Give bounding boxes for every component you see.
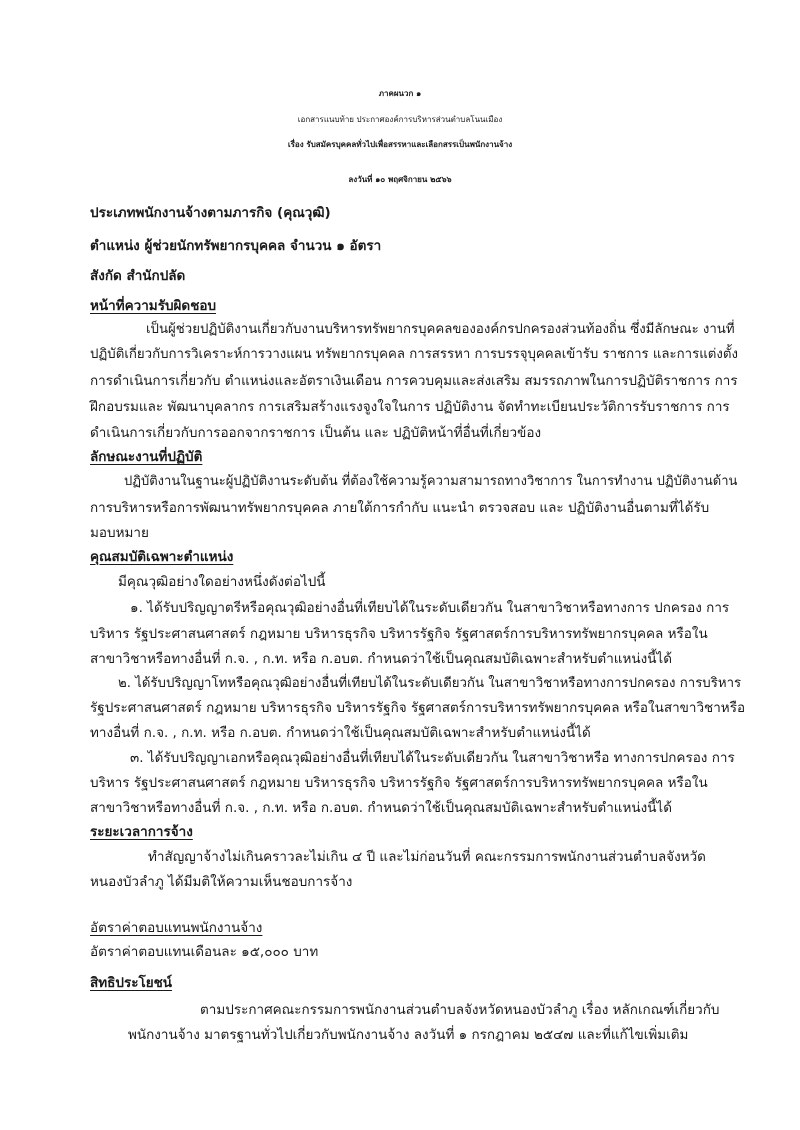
qualifications-intro: มีคุณวุฒิอย่างใดอย่างหนึ่งดังต่อไปนี้ bbox=[118, 574, 326, 590]
qualification-line: ๓. ได้รับปริญญาเอกหรือคุณวุฒิอย่างอื่นที่เทียบได้ในระดับเดียวกัน ในสาขาวิชาหรือ ทางการปกครอง การ bbox=[130, 750, 735, 766]
qualification-line: ทางอื่นที่ ก.จ. , ก.ท. หรือ ก.อบต. กำหนดว่าใช้เป็นคุณสมบัติเฉพาะสำหรับตำแหน่งนี้ได้ bbox=[90, 725, 591, 741]
duties-line: เป็นผู้ช่วยปฏิบัติงานเกี่ยวกับงานบริหารทรัพยากรบุคคลขององค์กรปกครองส่วนท้องถิ่น ซึ่งมีลักษณะ งานที่ bbox=[146, 322, 735, 337]
employee-type: ประเภทพนักงานจ้างตามภารกิจ (คุณวุฒิ) bbox=[90, 205, 331, 221]
duties-line: การดำเนินการเกี่ยวกับ ตำแหน่งและอัตราเงินเดือน การควบคุมและส่งเสริม สมรรถภาพในการปฏิบัติราชการ การ bbox=[90, 373, 738, 389]
qualification-line: ๒. ได้รับปริญญาโทหรือคุณวุฒิอย่างอื่นที่เทียบได้ในระดับเดียวกัน ในสาขาวิชาหรือทางการปกครอง การบริหาร bbox=[118, 676, 742, 691]
position-line: ตำแหน่ง ผู้ช่วยนักทรัพยากรบุคคล จำนวน ๑ อัตรา bbox=[90, 238, 382, 254]
term-line: ทำสัญญาจ้างไม่เกินคราวละไม่เกิน ๔ ปี และไม่ก่อนวันที่ คณะกรรมการพนักงานส่วนตำบลจังหวัด bbox=[148, 849, 706, 865]
term-heading: ระยะเวลาการจ้าง bbox=[90, 824, 193, 840]
attachment-line: เอกสารแนบท้าย ประกาศองค์การบริหารส่วนตำบลโนนเมือง bbox=[297, 115, 503, 124]
nature-line: มอบหมาย bbox=[90, 525, 149, 541]
nature-line: ปฏิบัติงานในฐานะผู้ปฏิบัติงานระดับต้น ที่ต้องใช้ความรู้ความสามารถทางวิชาการ ในการทำงาน ปฏิบัติงานด้าน bbox=[124, 474, 738, 489]
benefits-heading: สิทธิประโยชน์ bbox=[90, 975, 173, 991]
qualification-line: สาขาวิชาหรือทางอื่นที่ ก.จ. , ก.ท. หรือ ก.อบต. กำหนดว่าใช้เป็นคุณสมบัติเฉพาะสำหรับตำแหน่งนี้ได้ bbox=[90, 651, 672, 667]
benefits-line: ตามประกาศคณะกรรมการพนักงานส่วนตำบลจังหวัดหนองบัวลำภู เรื่อง หลักเกณฑ์เกี่ยวกับ bbox=[200, 1002, 720, 1018]
qualifications-heading: คุณสมบัติเฉพาะตำแหน่ง bbox=[90, 549, 234, 565]
subject-line: เรื่อง รับสมัครบุคคลทั่วไปเพื่อสรรหาและเลือกสรรเป็นพนักงานจ้าง bbox=[287, 140, 513, 149]
duties-line: ฝึกอบรมและ พัฒนาบุคลากร การเสริมสร้างแรงจูงใจในการ ปฏิบัติงาน จัดทำทะเบียนประวัติการรับราชการ การ bbox=[90, 399, 730, 415]
qualification-line: บริหาร รัฐประศาสนศาสตร์ กฎหมาย บริหารธุรกิจ บริหารรัฐกิจ รัฐศาสตร์การบริหารทรัพยากรบุคคล หรือใน bbox=[90, 775, 708, 791]
department-line: สังกัด สำนักปลัด bbox=[90, 268, 186, 284]
duties-line: ดำเนินการเกี่ยวกับการออกจากราชการ เป็นต้น และ ปฏิบัติหน้าที่อื่นที่เกี่ยวข้อง bbox=[90, 425, 542, 441]
nature-line: การบริหารหรือการพัฒนาทรัพยากรบุคคล ภายใต้การกำกับ แนะนำ ตรวจสอบ และ ปฏิบัติงานอื่นตามที่ได้รับ bbox=[90, 500, 710, 516]
qualification-line: บริหาร รัฐประศาสนศาสตร์ กฎหมาย บริหารธุรกิจ บริหารรัฐกิจ รัฐศาสตร์การบริหารทรัพยากรบุคคล หรือใน bbox=[90, 626, 708, 642]
pay-line: อัตราค่าตอบแทนเดือนละ ๑๕,๐๐๐ บาท bbox=[90, 944, 319, 960]
benefits-line: พนักงานจ้าง มาตรฐานทั่วไปเกี่ยวกับพนักงานจ้าง ลงวันที่ ๑ กรกฎาคม ๒๕๔๗ และที่แก้ไขเพิ่มเติม bbox=[128, 1027, 689, 1043]
qualification-line: ๑. ได้รับปริญญาตรีหรือคุณวุฒิอย่างอื่นที่เทียบได้ในระดับเดียวกัน ในสาขาวิชาหรือทางการ ปกครอง การ bbox=[130, 600, 730, 616]
date-line: ลงวันที่ ๑๐ พฤศจิกายน ๒๕๖๖ bbox=[348, 175, 452, 184]
page-title: ภาคผนวก ๑ bbox=[378, 89, 422, 98]
nature-heading: ลักษณะงานที่ปฏิบัติ bbox=[90, 449, 203, 465]
qualification-line: รัฐประศาสนศาสตร์ กฎหมาย บริหารธุรกิจ บริหารรัฐกิจ รัฐศาสตร์การบริหารทรัพยากรบุคคล หรือในสาขาวิชาหรือ bbox=[90, 700, 746, 716]
pay-heading: อัตราค่าตอบแทนพนักงานจ้าง bbox=[90, 920, 263, 936]
duties-heading: หน้าที่ความรับผิดชอบ bbox=[90, 298, 217, 314]
qualification-line: สาขาวิชาหรือทางอื่นที่ ก.จ. , ก.ท. หรือ ก.อบต. กำหนดว่าใช้เป็นคุณสมบัติเฉพาะสำหรับตำแหน่งนี้ได้ bbox=[90, 800, 672, 816]
term-line: หนองบัวลำภู ได้มีมติให้ความเห็นชอบการจ้าง bbox=[90, 874, 353, 890]
duties-line: ปฏิบัติเกี่ยวกับการวิเคราะห์การวางแผน ทรัพยากรบุคคล การสรรหา การบรรจุบุคคลเข้ารับ ราชการ และการแต่งตั้ง bbox=[90, 347, 738, 362]
